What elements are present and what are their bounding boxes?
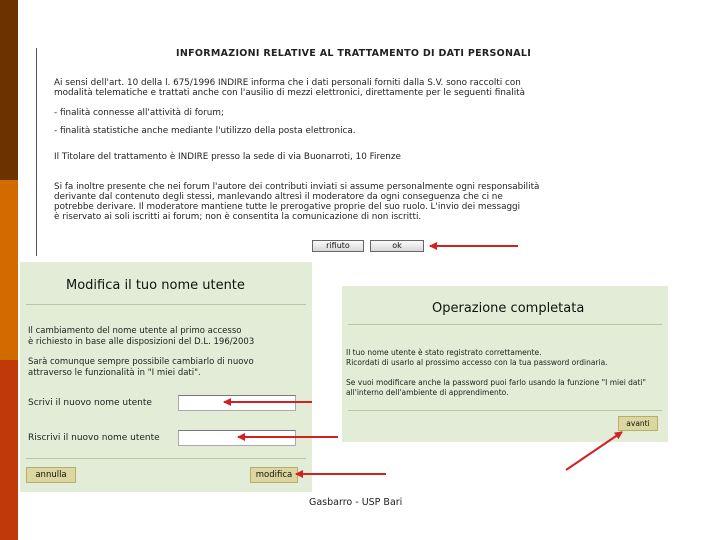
privacy-paragraph-line: modalità telematiche e trattati anche con l'ausilio di mezzi elettronici, direttamente per le seguenti finalità: [54, 88, 526, 98]
new-username-label: Scrivi il nuovo nome utente: [28, 398, 152, 408]
privacy-paragraph-line: Si fa inoltre presente che nei forum l'autore dei contributi inviati si assume personalmente ogni responsabilità: [54, 182, 540, 192]
privacy-holder: Il Titolare del trattamento è INDIRE presso la sede di via Buonarroti, 10 Firenze: [54, 152, 401, 162]
panel-text-line: all'interno dell'ambiente di apprendimento.: [346, 388, 509, 397]
privacy-paragraph-line: derivante dal contenuto degli stessi, manlevando altresì il moderatore da ogni conseguenza che ci ne: [54, 192, 503, 202]
panel-divider: [348, 324, 662, 325]
panel-divider: [26, 458, 306, 459]
modify-button[interactable]: modifica: [250, 467, 298, 483]
panel-text-line: è richiesto in base alle disposizioni del D.L. 196/2003: [28, 337, 255, 347]
cancel-button[interactable]: annulla: [26, 467, 76, 483]
footer-caption: Gasbarro - USP Bari: [309, 497, 403, 508]
panel-text-line: Ricordati di usarlo al prossimo accesso con la tua password ordinaria.: [346, 358, 608, 367]
panel-divider: [26, 304, 306, 305]
panel-title: Modifica il tuo nome utente: [66, 278, 245, 293]
left-bar-middle: [0, 180, 18, 360]
panel-text-line: Il cambiamento del nome utente al primo accesso: [28, 326, 242, 336]
privacy-bullet: - finalità connesse all'attività di forum;: [54, 108, 224, 118]
privacy-bullet: - finalità statistiche anche mediante l'utilizzo della posta elettronica.: [54, 126, 356, 136]
panel-text-line: Sarà comunque sempre possibile cambiarlo di nuovo: [28, 357, 254, 367]
panel-text-line: Se vuoi modificare anche la password puoi farlo usando la funzione "I miei dati": [346, 378, 646, 387]
panel-divider: [348, 410, 662, 411]
panel-text-line: Il tuo nome utente è stato registrato correttamente.: [346, 348, 542, 357]
repeat-username-input[interactable]: [178, 430, 296, 446]
new-username-input[interactable]: [178, 395, 296, 411]
panel-title: Operazione completata: [432, 301, 585, 316]
next-button[interactable]: avanti: [618, 416, 658, 431]
privacy-paragraph-line: è riservato ai soli iscritti ai forum; non è consentita la comunicazione di non iscritti.: [54, 212, 422, 222]
left-bar-bottom: [0, 360, 18, 540]
document-border: [36, 48, 37, 256]
repeat-username-label: Riscrivi il nuovo nome utente: [28, 433, 160, 443]
privacy-paragraph-line: potrebbe derivare. Il moderatore mantiene tutte le prerogative proprie del suo ruolo. L'invio dei messaggi: [54, 202, 521, 212]
operation-completed-panel: [342, 286, 668, 442]
privacy-title: INFORMAZIONI RELATIVE AL TRATTAMENTO DI DATI PERSONALI: [176, 48, 532, 59]
privacy-paragraph-line: Ai sensi dell'art. 10 della l. 675/1996 INDIRE informa che i dati personali forniti dalla S.V. sono raccolti con: [54, 78, 521, 88]
panel-text-line: attraverso le funzionalità in "I miei dati".: [28, 368, 201, 378]
privacy-notice: [36, 44, 686, 258]
left-bar-top: [0, 0, 18, 180]
refuse-button[interactable]: rifiuto: [312, 240, 364, 252]
ok-button[interactable]: ok: [370, 240, 424, 252]
change-username-panel: [20, 262, 312, 492]
